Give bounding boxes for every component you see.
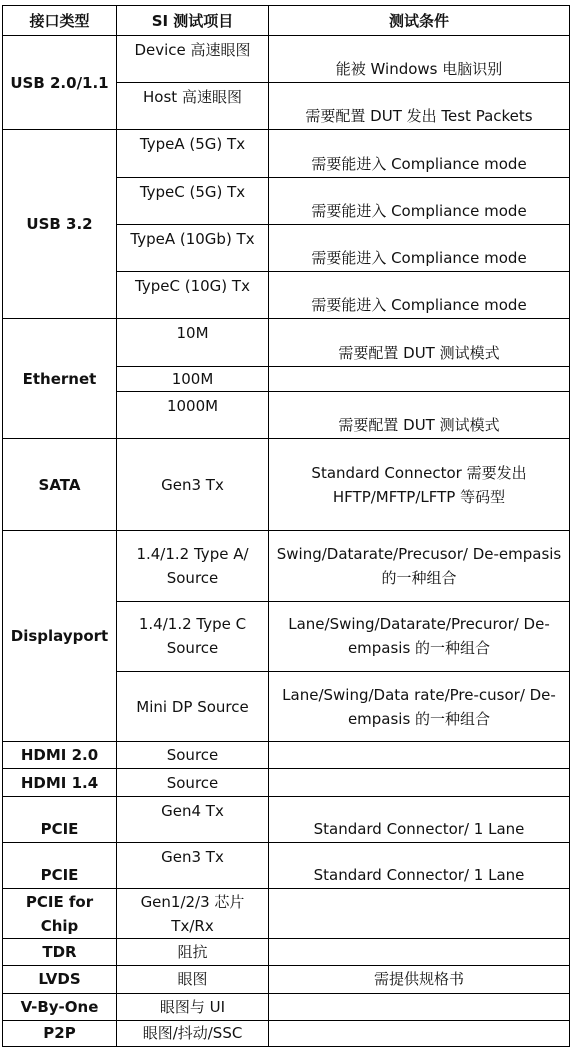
test-item-cell: Mini DP Source <box>117 672 269 742</box>
table-row <box>3 36 570 83</box>
table-row <box>3 438 570 530</box>
interface-type-cell: V-By-One <box>3 993 117 1020</box>
test-condition-cell: Standard Connector/ 1 Lane <box>269 796 570 842</box>
test-condition-cell <box>269 939 570 966</box>
table-row <box>3 993 570 1020</box>
test-condition-cell: Swing/Datarate/Precusor/ De-empasis 的一种组合 <box>269 531 570 601</box>
interface-type-cell: P2P <box>3 1020 117 1046</box>
test-item-cell: 100M <box>117 366 269 391</box>
interface-type-cell: PCIE <box>3 842 117 888</box>
test-item-cell: Gen1/2/3 芯片 Tx/Rx <box>117 889 269 939</box>
table-row <box>3 966 570 993</box>
test-item-cell: TypeC (10G) Tx <box>117 272 269 319</box>
test-condition-cell <box>269 993 570 1020</box>
interface-type-cell: Displayport <box>3 531 117 742</box>
test-item-cell: TypeA (10Gb) Tx <box>117 224 269 271</box>
test-item-cell: 眼图/抖动/SSC <box>117 1020 269 1046</box>
interface-type-cell: USB 2.0/1.1 <box>3 36 117 130</box>
test-item-cell: Gen4 Tx <box>117 796 269 842</box>
interface-type-cell: HDMI 1.4 <box>3 769 117 796</box>
test-condition-cell: Lane/Swing/Data rate/Pre-cusor/ De-empasis 的一种组合 <box>269 672 570 742</box>
table-row <box>3 319 570 366</box>
test-condition-cell <box>269 366 570 391</box>
interface-type-cell: Ethernet <box>3 319 117 439</box>
test-item-cell: 10M <box>117 319 269 366</box>
test-condition-cell: 需要配置 DUT 发出 Test Packets <box>269 83 570 130</box>
table-row <box>3 939 570 966</box>
test-item-cell: TypeA (5G) Tx <box>117 130 269 177</box>
test-item-cell: TypeC (5G) Tx <box>117 177 269 224</box>
interface-type-cell: PCIE for Chip <box>3 889 117 939</box>
table-row <box>3 531 570 601</box>
interface-type-cell: SATA <box>3 438 117 530</box>
si-test-table <box>2 5 570 1047</box>
table-row <box>3 842 570 888</box>
test-condition-cell: 需要配置 DUT 测试模式 <box>269 391 570 438</box>
test-item-cell: Source <box>117 742 269 769</box>
table-row <box>3 130 570 177</box>
test-condition-cell: 需要能进入 Compliance mode <box>269 272 570 319</box>
test-item-cell: 阻抗 <box>117 939 269 966</box>
test-condition-cell: Lane/Swing/Datarate/Precuror/ De-empasis 的一种组合 <box>269 601 570 671</box>
test-condition-cell: Standard Connector 需要发出 HFTP/MFTP/LFTP 等码型 <box>269 438 570 530</box>
test-item-cell: Gen3 Tx <box>117 438 269 530</box>
test-condition-cell: 需要能进入 Compliance mode <box>269 177 570 224</box>
table-row <box>3 889 570 939</box>
test-item-cell: Source <box>117 769 269 796</box>
test-item-cell: 1000M <box>117 391 269 438</box>
table-row <box>3 1020 570 1046</box>
test-condition-cell: 需要能进入 Compliance mode <box>269 224 570 271</box>
test-condition-cell: 需要配置 DUT 测试模式 <box>269 319 570 366</box>
test-condition-cell: 需要能进入 Compliance mode <box>269 130 570 177</box>
test-condition-cell <box>269 769 570 796</box>
test-item-cell: 1.4/1.2 Type C Source <box>117 601 269 671</box>
test-item-cell: Gen3 Tx <box>117 842 269 888</box>
header-row <box>3 6 570 36</box>
interface-type-cell: PCIE <box>3 796 117 842</box>
header-test-condition: 测试条件 <box>269 6 570 36</box>
table-row <box>3 769 570 796</box>
test-condition-cell <box>269 889 570 939</box>
header-interface-type: 接口类型 <box>3 6 117 36</box>
header-si-test-item: SI 测试项目 <box>117 6 269 36</box>
test-condition-cell: 能被 Windows 电脑识别 <box>269 36 570 83</box>
interface-type-cell: LVDS <box>3 966 117 993</box>
test-condition-cell <box>269 1020 570 1046</box>
test-item-cell: 眼图 <box>117 966 269 993</box>
test-condition-cell: Standard Connector/ 1 Lane <box>269 842 570 888</box>
interface-type-cell: HDMI 2.0 <box>3 742 117 769</box>
test-item-cell: Host 高速眼图 <box>117 83 269 130</box>
test-condition-cell: 需提供规格书 <box>269 966 570 993</box>
table-row <box>3 742 570 769</box>
interface-type-cell: USB 3.2 <box>3 130 117 319</box>
test-condition-cell <box>269 742 570 769</box>
test-item-cell: Device 高速眼图 <box>117 36 269 83</box>
interface-type-cell: TDR <box>3 939 117 966</box>
table-row <box>3 796 570 842</box>
test-item-cell: 1.4/1.2 Type A/ Source <box>117 531 269 601</box>
test-item-cell: 眼图与 UI <box>117 993 269 1020</box>
